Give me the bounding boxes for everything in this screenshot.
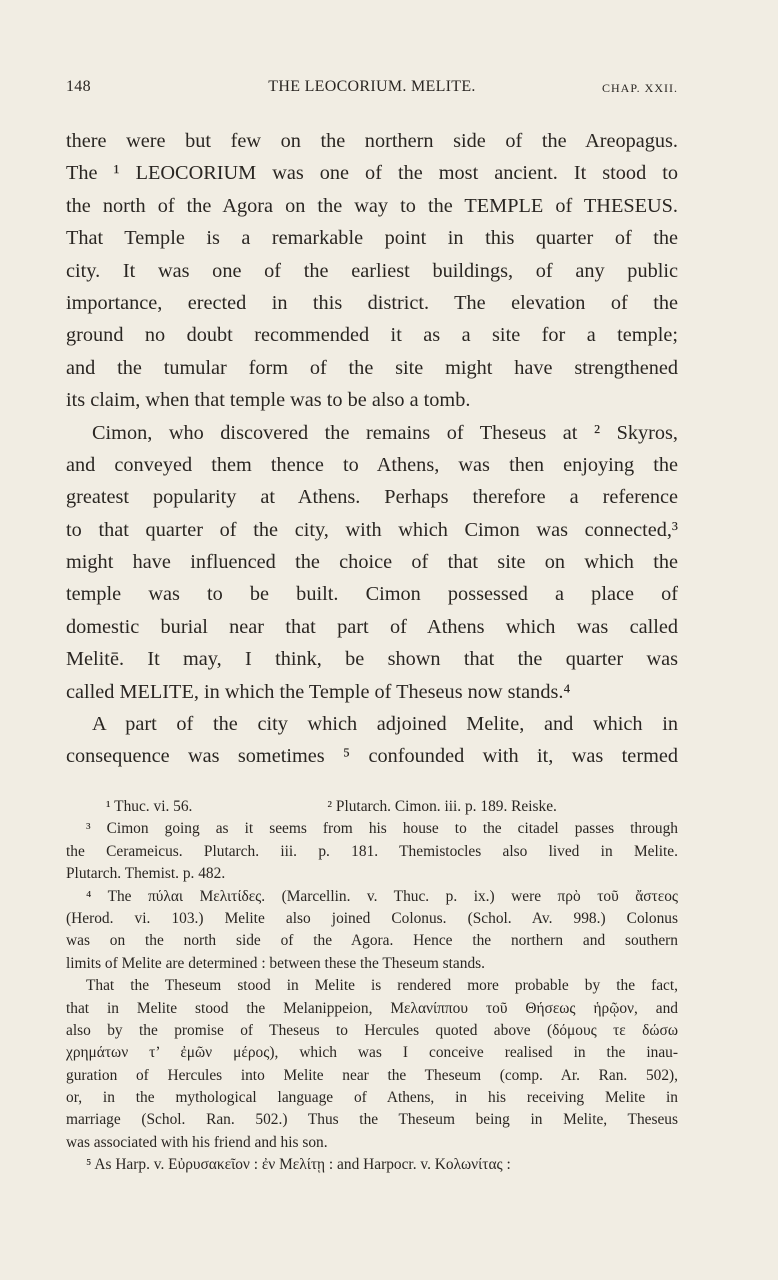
text-line: That Temple is a remarkable point in this quarter of the xyxy=(66,227,678,250)
chapter-label: CHAP. XXII. xyxy=(601,81,678,95)
footnote-4-line: ⁴ The πύλαι Μελιτίδες. (Marcellin. v. Thuc. p. ix.) were πρὸ τοῦ ἄστεος xyxy=(86,887,678,905)
footnote-3-line: the Cerameicus. Plutarch. iii. p. 181. Themistocles also lived in Melite. xyxy=(66,842,678,860)
main-text xyxy=(66,125,678,773)
footnote-4-line: also by the promise of Theseus to Hercules quoted above (δόμους τε δώσω xyxy=(66,1021,678,1039)
text-line: Cimon, who discovered the remains of Theseus at ² Skyros, xyxy=(92,421,678,444)
footnote-4-line: that in Melite stood the Melanippeion, Μελανίππου τοῦ Θήσεως ἡρῷον, and xyxy=(66,999,678,1017)
text-line: the north of the Agora on the way to the TEMPLE of THESEUS. xyxy=(66,194,678,217)
footnote-4-line: limits of Melite are determined : between these the Theseum stands. xyxy=(66,954,485,972)
text-line: there were but few on the northern side of the Areopagus. xyxy=(66,130,678,152)
text-line: its claim, when that temple was to be also a tomb. xyxy=(66,389,471,412)
footnote-3-line: ³ Cimon going as it seems from his house to the citadel passes through xyxy=(86,820,678,838)
text-line: A part of the city which adjoined Melite, and which in xyxy=(92,713,678,736)
footnote-4-line: marriage (Schol. Ran. 502.) Thus the Theseum being in Melite, Theseus xyxy=(66,1111,678,1129)
page-number: 148 xyxy=(66,78,91,95)
running-title: THE LEOCORIUM. MELITE. xyxy=(268,78,476,95)
text-line: domestic burial near that part of Athens which was called xyxy=(66,615,678,638)
footnote-1: ¹ Thuc. vi. 56. xyxy=(106,798,193,815)
running-head xyxy=(66,78,678,104)
text-line: consequence was sometimes ⁵ confounded with it, was termed xyxy=(66,745,678,768)
footnote-4-line: or, in the mythological language of Athens, in his receiving Melite in xyxy=(66,1089,678,1107)
text-line: city. It was one of the earliest buildings, of any public xyxy=(66,259,678,282)
footnote-5: ⁵ As Harp. v. Εὐρυσακεῖον : ἐν Μελίτῃ : and Harpocr. v. Κολωνίτας : xyxy=(86,1156,511,1174)
text-line: ground no doubt recommended it as a site for a temple; xyxy=(66,324,678,347)
footnote-4-line: That the Theseum stood in Melite is rendered more probable by the fact, xyxy=(86,977,678,995)
footnote-4-line: χρημάτων τ’ ἐμῶν μέρος), which was I conceive realised in the inau- xyxy=(66,1044,678,1062)
footnote-4-line: guration of Hercules into Melite near the Theseum (comp. Ar. Ran. 502), xyxy=(66,1066,678,1084)
footnote-3-line: Plutarch. Themist. p. 482. xyxy=(66,865,226,883)
text-line: The ¹ LEOCORIUM was one of the most ancient. It stood to xyxy=(66,162,678,185)
text-line: called MELITE, in which the Temple of Theseus now stands.⁴ xyxy=(66,680,571,703)
text-line: to that quarter of the city, with which Cimon was connected,³ xyxy=(66,518,678,541)
text-line: greatest popularity at Athens. Perhaps therefore a reference xyxy=(66,486,678,509)
footnote-4-line: was associated with his friend and his son. xyxy=(66,1133,328,1151)
text-line: and the tumular form of the site might have strengthened xyxy=(66,356,678,379)
text-line: importance, erected in this district. The elevation of the xyxy=(66,291,678,314)
footnote-4-line: was on the north side of the Agora. Hence the northern and southern xyxy=(66,932,678,950)
footnote-2: ² Plutarch. Cimon. iii. p. 189. Reiske. xyxy=(327,798,557,815)
footnotes xyxy=(66,796,678,1177)
text-line: temple was to be built. Cimon possessed a place of xyxy=(66,583,678,606)
footnote-4-line: (Herod. vi. 103.) Melite also joined Colonus. (Schol. Av. 998.) Colonus xyxy=(66,909,678,927)
text-line: might have influenced the choice of that site on which the xyxy=(66,551,678,574)
footnote-1-2 xyxy=(66,796,678,818)
text-line: and conveyed them thence to Athens, was then enjoying the xyxy=(66,453,678,476)
text-line: Melitē. It may, I think, be shown that the quarter was xyxy=(66,648,678,671)
